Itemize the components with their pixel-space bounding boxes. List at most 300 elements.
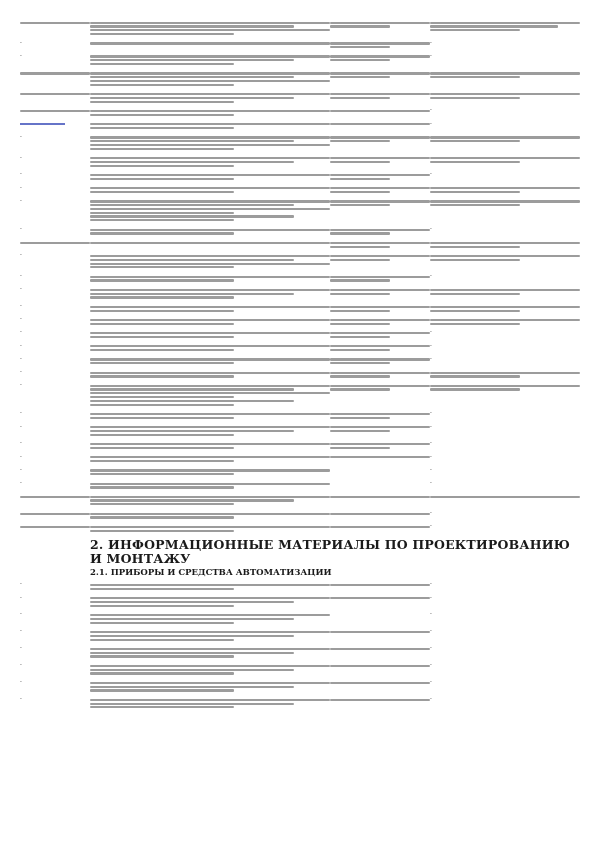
doc-title-cell: [90, 71, 330, 88]
table-row: [20, 646, 580, 659]
doc-title-cell: [90, 697, 330, 710]
text-line: [330, 332, 430, 334]
text-line: [90, 157, 330, 159]
text-line: [90, 682, 330, 684]
doc-number-cell: [20, 612, 90, 625]
text-line: [90, 114, 234, 116]
doc-title-cell: [90, 199, 330, 223]
doc-number-cell: [20, 304, 90, 313]
section-heading: 2. ИНФОРМАЦИОННЫЕ МАТЕРИАЛЫ ПО ПРОЕКТИРОВАНИЮ И МОНТАЖУ: [90, 537, 571, 567]
approval-cell: [330, 582, 430, 591]
text-line: [330, 279, 390, 281]
dash-marker: -: [430, 611, 432, 618]
text-line: [330, 187, 430, 189]
dash-marker: -: [20, 52, 22, 59]
approval-cell: [330, 511, 430, 520]
text-line: [330, 123, 430, 125]
doc-number-cell: [20, 596, 90, 609]
text-line: [330, 597, 430, 599]
doc-title-cell: [90, 680, 330, 693]
publication-cell: [430, 680, 580, 693]
table-row: [20, 330, 580, 339]
approval-cell: [330, 122, 430, 131]
text-line: [330, 200, 430, 202]
dash-marker: -: [430, 581, 432, 588]
text-line: [90, 191, 234, 193]
text-line: [330, 191, 390, 193]
text-line: [90, 259, 294, 261]
doc-number-cell: [20, 441, 90, 450]
text-line: [90, 605, 234, 607]
text-line: [90, 293, 294, 295]
text-line: [90, 200, 330, 202]
table-row: [20, 697, 580, 710]
text-line: [330, 255, 430, 257]
publication-cell: [430, 629, 580, 642]
doc-title-cell: [90, 317, 330, 326]
approval-cell: [330, 455, 430, 464]
dash-marker: -: [20, 679, 22, 686]
text-line: [90, 232, 234, 234]
text-line: [430, 496, 580, 498]
approval-cell: [330, 240, 430, 249]
text-line: [90, 686, 294, 688]
text-line: [430, 161, 520, 163]
text-line: [430, 93, 580, 95]
text-line: [430, 310, 520, 312]
text-line: [430, 293, 520, 295]
doc-title-cell: [90, 172, 330, 181]
approval-cell: [330, 425, 430, 438]
publication-cell: [430, 92, 580, 105]
dash-marker: -: [430, 355, 432, 362]
dash-marker: -: [20, 286, 22, 293]
doc-title-cell: [90, 227, 330, 236]
text-line: [330, 306, 430, 308]
text-line: [90, 460, 234, 462]
approval-cell: [330, 108, 430, 117]
doc-number-cell: [20, 663, 90, 676]
dash-marker: -: [430, 226, 432, 233]
doc-title-cell: [90, 274, 330, 283]
dash-marker: -: [430, 329, 432, 336]
doc-number-cell: [20, 240, 90, 249]
text-line: [430, 375, 520, 377]
text-line: [330, 22, 430, 24]
text-line: [330, 110, 430, 112]
doc-number-cell: [20, 524, 90, 533]
text-line: [330, 242, 430, 244]
publication-cell: [430, 287, 580, 300]
dash-marker: -: [430, 510, 432, 517]
text-line: [90, 473, 234, 475]
text-line: [330, 443, 430, 445]
publication-cell: [430, 317, 580, 326]
text-line: [330, 456, 430, 458]
table-row: [20, 612, 580, 625]
text-line: [90, 385, 330, 387]
text-line: [90, 388, 294, 390]
approval-cell: [330, 135, 430, 152]
table-row: [20, 357, 580, 366]
doc-title-cell: [90, 370, 330, 379]
doc-number-cell: [20, 646, 90, 659]
table-row: [20, 199, 580, 223]
text-line: [90, 648, 330, 650]
text-line: [90, 375, 234, 377]
table-row: [20, 680, 580, 693]
text-line: [430, 22, 580, 24]
dash-marker: -: [20, 628, 22, 635]
dash-marker: -: [20, 696, 22, 703]
doc-number-cell: [20, 411, 90, 420]
text-line: [20, 72, 90, 74]
dash-marker: -: [20, 184, 22, 191]
text-line: [430, 319, 580, 321]
text-line: [90, 55, 330, 57]
text-line: [430, 72, 580, 74]
text-line: [90, 59, 294, 61]
publication-cell: [430, 663, 580, 676]
text-line: [430, 259, 520, 261]
doc-title-cell: [90, 646, 330, 659]
text-line: [330, 631, 430, 633]
approval-cell: [330, 468, 430, 477]
dash-marker: -: [20, 355, 22, 362]
text-line: [90, 319, 330, 321]
text-line: [330, 46, 390, 48]
text-line: [90, 242, 330, 244]
doc-title-cell: [90, 411, 330, 420]
text-line: [90, 672, 234, 674]
publication-cell: [430, 108, 580, 117]
publication-cell: [430, 20, 580, 37]
approval-cell: [330, 287, 430, 300]
publication-cell: [430, 274, 580, 283]
approval-cell: [330, 41, 430, 50]
dash-marker: -: [430, 453, 432, 460]
dash-marker: -: [20, 273, 22, 280]
text-line: [90, 72, 330, 74]
publication-cell: [430, 344, 580, 353]
text-line: [90, 140, 294, 142]
text-line: [330, 336, 390, 338]
text-line: [90, 80, 330, 82]
text-line: [90, 443, 330, 445]
text-line: [90, 372, 330, 374]
approval-cell: [330, 199, 430, 223]
doc-title-cell: [90, 612, 330, 625]
dash-marker: -: [430, 662, 432, 669]
doc-number-cell: [20, 20, 90, 37]
text-line: [330, 246, 390, 248]
text-line: [90, 655, 234, 657]
text-line: [330, 161, 390, 163]
table-row: [20, 172, 580, 181]
dash-marker: -: [430, 52, 432, 59]
dash-marker: -: [20, 453, 22, 460]
doc-title-cell: [90, 425, 330, 438]
table-row: [20, 92, 580, 105]
text-line: [90, 618, 294, 620]
text-line: [330, 157, 430, 159]
text-line: [330, 526, 430, 528]
text-line: [90, 530, 234, 532]
doc-number-cell: [20, 41, 90, 50]
text-line: [90, 622, 234, 624]
approval-cell: [330, 54, 430, 67]
approval-cell: [330, 20, 430, 37]
dash-marker: -: [20, 645, 22, 652]
doc-title-cell: [90, 135, 330, 152]
entries-table-top: [20, 20, 580, 533]
text-line: [90, 266, 234, 268]
text-line: [330, 430, 390, 432]
section-subheading: 2.1. ПРИБОРЫ И СРЕДСТВА АВТОМАТИЗАЦИИ: [90, 568, 332, 579]
dash-marker: -: [20, 581, 22, 588]
text-line: [90, 706, 234, 708]
text-line: [330, 174, 430, 176]
doc-link[interactable]: [20, 123, 65, 125]
text-line: [20, 526, 90, 528]
text-line: [90, 93, 330, 95]
table-row: [20, 596, 580, 609]
table-row: [20, 524, 580, 533]
doc-title-cell: [90, 663, 330, 676]
dash-marker: -: [20, 594, 22, 601]
doc-title-cell: [90, 304, 330, 313]
dash-marker: -: [20, 316, 22, 323]
approval-cell: [330, 274, 430, 283]
doc-number-cell: [20, 680, 90, 693]
text-line: [90, 526, 330, 528]
publication-cell: [430, 135, 580, 152]
doc-number-cell: [20, 330, 90, 339]
text-line: [90, 323, 234, 325]
publication-cell: [430, 227, 580, 236]
dash-marker: -: [20, 154, 22, 161]
text-line: [90, 434, 234, 436]
dash-marker: -: [430, 423, 432, 430]
approval-cell: [330, 156, 430, 169]
dash-marker: -: [20, 611, 22, 618]
text-line: [330, 97, 390, 99]
text-line: [90, 345, 330, 347]
text-line: [90, 689, 234, 691]
text-line: [20, 110, 90, 112]
table-row: [20, 287, 580, 300]
text-line: [430, 246, 520, 248]
doc-number-cell: [20, 370, 90, 379]
dash-marker: -: [20, 39, 22, 46]
text-line: [90, 204, 294, 206]
approval-cell: [330, 646, 430, 659]
doc-title-cell: [90, 20, 330, 37]
publication-cell: [430, 41, 580, 50]
text-line: [90, 165, 234, 167]
text-line: [330, 76, 390, 78]
dash-marker: -: [430, 39, 432, 46]
text-line: [430, 140, 520, 142]
doc-title-cell: [90, 156, 330, 169]
publication-cell: [430, 481, 580, 490]
doc-number-cell: [20, 697, 90, 710]
approval-cell: [330, 629, 430, 642]
doc-number-cell: [20, 54, 90, 67]
doc-number-cell: [20, 92, 90, 105]
dash-marker: -: [20, 342, 22, 349]
text-line: [90, 276, 330, 278]
text-line: [90, 396, 234, 398]
text-line: [430, 323, 520, 325]
table-row: [20, 582, 580, 591]
table-row: [20, 629, 580, 642]
text-line: [90, 101, 234, 103]
text-line: [90, 289, 330, 291]
doc-title-cell: [90, 357, 330, 366]
approval-cell: [330, 383, 430, 407]
publication-cell: [430, 122, 580, 131]
text-line: [90, 584, 330, 586]
publication-cell: [430, 524, 580, 533]
dash-marker: -: [430, 171, 432, 178]
text-line: [330, 584, 430, 586]
dash-marker: -: [430, 440, 432, 447]
doc-title-cell: [90, 54, 330, 67]
text-line: [330, 25, 390, 27]
text-line: [90, 400, 294, 402]
text-line: [330, 496, 430, 498]
doc-title-cell: [90, 468, 330, 477]
text-line: [90, 503, 234, 505]
doc-title-cell: [90, 582, 330, 591]
text-line: [90, 392, 330, 394]
table-row: [20, 54, 580, 67]
text-line: [330, 372, 430, 374]
publication-cell: [430, 596, 580, 609]
text-line: [330, 72, 430, 74]
text-line: [90, 665, 330, 667]
text-line: [90, 25, 294, 27]
text-line: [330, 426, 430, 428]
text-line: [330, 276, 430, 278]
doc-number-cell: [20, 156, 90, 169]
text-line: [90, 208, 330, 210]
publication-cell: [430, 240, 580, 249]
publication-cell: [430, 646, 580, 659]
publication-cell: [430, 71, 580, 88]
dash-marker: -: [430, 342, 432, 349]
text-line: [90, 516, 234, 518]
text-line: [90, 255, 330, 257]
text-line: [90, 42, 330, 44]
publication-cell: [430, 411, 580, 420]
text-line: [330, 319, 430, 321]
text-line: [90, 499, 294, 501]
dash-marker: -: [20, 171, 22, 178]
approval-cell: [330, 304, 430, 313]
publication-cell: [430, 697, 580, 710]
text-line: [90, 430, 294, 432]
table-row: [20, 344, 580, 353]
text-line: [90, 652, 294, 654]
text-line: [90, 279, 234, 281]
text-line: [90, 219, 234, 221]
dash-marker: -: [430, 696, 432, 703]
text-line: [90, 63, 234, 65]
doc-number-cell: [20, 511, 90, 520]
text-line: [90, 84, 234, 86]
doc-number-cell: [20, 383, 90, 407]
text-line: [330, 699, 430, 701]
text-line: [330, 349, 390, 351]
table-row: [20, 481, 580, 490]
text-line: [90, 306, 330, 308]
text-line: [430, 187, 580, 189]
table-row: [20, 383, 580, 407]
approval-cell: [330, 663, 430, 676]
text-line: [90, 362, 234, 364]
dash-marker: -: [430, 679, 432, 686]
table-row: [20, 156, 580, 169]
text-line: [20, 22, 90, 24]
text-line: [330, 293, 390, 295]
dash-marker: -: [430, 120, 432, 127]
approval-cell: [330, 411, 430, 420]
approval-cell: [330, 172, 430, 181]
text-line: [90, 469, 330, 471]
approval-cell: [330, 481, 430, 490]
approval-cell: [330, 612, 430, 625]
table-row: [20, 511, 580, 520]
doc-number-cell: [20, 227, 90, 236]
table-row: [20, 468, 580, 477]
dash-marker: -: [430, 466, 432, 473]
approval-cell: [330, 186, 430, 195]
approval-cell: [330, 370, 430, 379]
text-line: [90, 699, 330, 701]
publication-cell: [430, 199, 580, 223]
text-line: [90, 669, 294, 671]
text-line: [90, 486, 234, 488]
text-line: [330, 513, 430, 515]
dash-marker: -: [430, 628, 432, 635]
text-line: [330, 259, 390, 261]
doc-number-cell: [20, 186, 90, 195]
text-line: [20, 496, 90, 498]
doc-number-cell: [20, 582, 90, 591]
text-line: [330, 413, 430, 415]
approval-cell: [330, 227, 430, 236]
doc-title-cell: [90, 108, 330, 117]
dash-marker: -: [430, 523, 432, 530]
text-line: [90, 229, 330, 231]
dash-marker: -: [430, 645, 432, 652]
doc-number-cell: [20, 425, 90, 438]
publication-cell: [430, 383, 580, 407]
text-line: [90, 310, 234, 312]
text-line: [90, 187, 330, 189]
doc-title-cell: [90, 481, 330, 490]
dash-marker: -: [430, 410, 432, 417]
doc-number-cell: [20, 317, 90, 326]
dash-marker: -: [20, 479, 22, 486]
text-line: [430, 306, 580, 308]
doc-title-cell: [90, 186, 330, 195]
doc-number-cell: [20, 344, 90, 353]
text-line: [430, 136, 580, 138]
publication-cell: [430, 494, 580, 507]
